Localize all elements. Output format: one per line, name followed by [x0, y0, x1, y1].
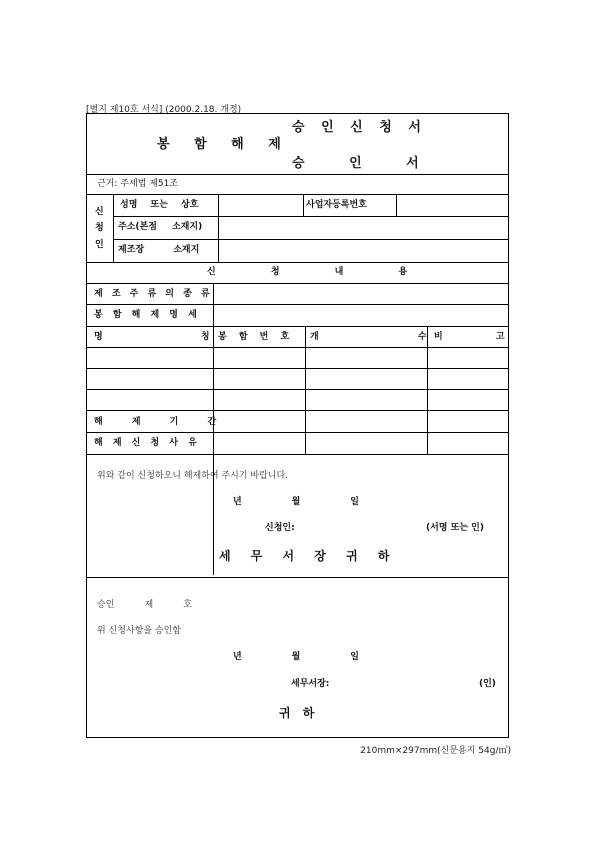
address-label: 주소(본점 소재지) — [118, 222, 203, 232]
col-name-header: 명 칭 — [94, 332, 210, 342]
title-left: 봉 함 해 제 — [157, 137, 291, 152]
basis-text: 근거: 주세법 제51조 — [97, 179, 179, 189]
applicant-sign-note: (서명 또는 인) — [426, 523, 484, 533]
approval-number — [97, 601, 192, 610]
request-text: 위와 같이 신청하오니 해제하여 주시기 바랍니다. — [97, 471, 289, 481]
address-field[interactable] — [223, 223, 503, 235]
approval-year: 년 — [233, 652, 242, 662]
applicant-side-label-3: 인 — [95, 240, 104, 250]
approval-je: 제 — [144, 600, 154, 610]
approval-recipient: 귀 하 — [279, 706, 315, 720]
table-row[interactable] — [87, 368, 508, 389]
officer-label: 세무서장: — [291, 679, 330, 689]
applicant-side-label-2: 청 — [95, 223, 104, 233]
bizno-label: 사업자등록번호 — [306, 200, 367, 210]
header-note: [별지 제10호 서식] (2000.2.18. 개정) — [86, 105, 242, 115]
period-label: 해 제 기 간 — [94, 417, 217, 427]
officer-seal-note: (인) — [479, 679, 496, 689]
name-label: 성명 또는 상호 — [120, 200, 199, 210]
table-row[interactable] — [87, 347, 508, 368]
form-table — [86, 113, 509, 738]
name-field[interactable] — [223, 201, 301, 213]
title-right-bottom: 승 인 서 — [292, 156, 439, 171]
approval-date — [233, 653, 359, 662]
col-remarks-header: 비 고 — [434, 332, 505, 342]
date-day: 일 — [350, 497, 359, 507]
approval-day: 일 — [350, 652, 359, 662]
bizno-field[interactable] — [401, 201, 501, 213]
request-date — [233, 498, 359, 507]
factory-label: 제조장 소재지 — [118, 245, 200, 255]
footer-note: 210mm×297mm(신문용지 54g/㎡) — [360, 746, 511, 756]
applicant-side-label-1: 신 — [95, 207, 104, 217]
liquor-type-label: 제 조 주 류 의 종 류 — [94, 289, 211, 299]
table-row[interactable] — [87, 389, 508, 410]
tax-office-recipient: 세 무 서 장 귀 하 — [219, 549, 392, 563]
col-seal-no-header: 봉 함 번 호 — [218, 332, 290, 342]
applicant-sign-label: 신청인: — [265, 523, 295, 533]
title-right-top: 승 인 신 청 서 — [292, 120, 427, 135]
reason-label: 해 제 신 청 사 유 — [94, 438, 198, 448]
date-month: 월 — [291, 497, 301, 507]
factory-field[interactable] — [223, 246, 503, 258]
date-year: 년 — [233, 497, 242, 507]
request-section-label: 신 청 내 용 — [207, 267, 408, 277]
seal-detail-label: 봉 함 해 제 명 세 — [94, 310, 198, 320]
approval-month: 월 — [291, 652, 301, 662]
approval-ho: 호 — [183, 600, 192, 610]
approval-prefix: 승인 — [97, 600, 115, 610]
approval-statement: 위 신청사항을 승인함 — [97, 626, 181, 636]
col-count-header: 개 수 — [310, 332, 427, 342]
